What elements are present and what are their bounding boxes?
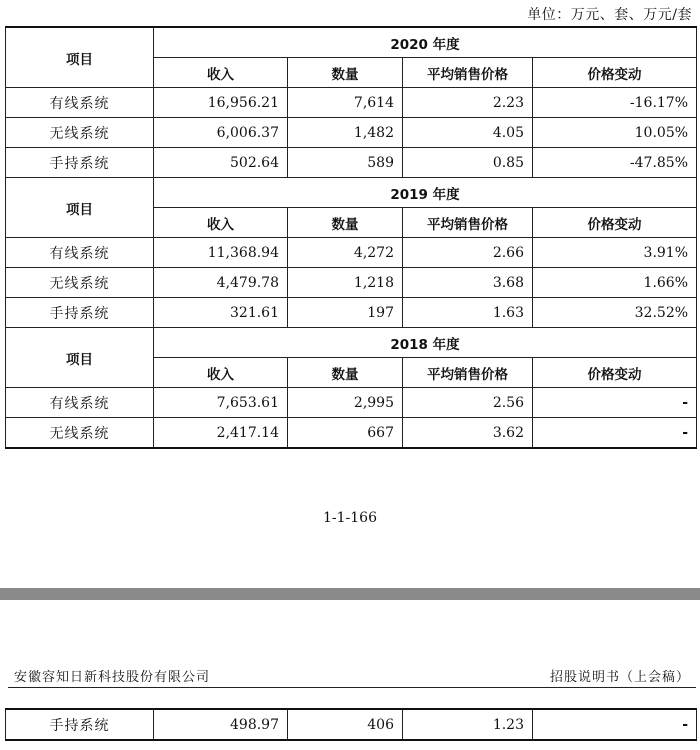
price-change-cell: 10.05% — [533, 118, 697, 148]
sales-price-table — [5, 26, 697, 449]
table-row — [6, 148, 697, 178]
item-cell: 无线系统 — [6, 268, 154, 298]
avg-price-cell: 0.85 — [403, 148, 533, 178]
unit-note: 单位：万元、套、万元/套 — [527, 7, 692, 23]
revenue-cell: 498.97 — [154, 709, 288, 740]
item-header: 项目 — [6, 178, 154, 238]
avg-price-header: 平均销售价格 — [403, 58, 533, 88]
item-cell: 有线系统 — [6, 238, 154, 268]
item-header: 项目 — [6, 328, 154, 388]
price-change-header: 价格变动 — [533, 58, 697, 88]
item-cell: 手持系统 — [6, 148, 154, 178]
revenue-cell: 7,653.61 — [154, 388, 288, 418]
avg-price-cell: 1.63 — [403, 298, 533, 328]
quantity-cell: 1,482 — [288, 118, 403, 148]
revenue-header: 收入 — [154, 208, 288, 238]
price-change-cell: 32.52% — [533, 298, 697, 328]
quantity-cell: 197 — [288, 298, 403, 328]
item-cell: 无线系统 — [6, 418, 154, 449]
avg-price-cell: 1.23 — [403, 709, 533, 740]
item-cell: 手持系统 — [6, 709, 154, 740]
quantity-header: 数量 — [288, 358, 403, 388]
quantity-cell: 7,614 — [288, 88, 403, 118]
year-header-2019: 2019 年度 — [154, 178, 697, 208]
avg-price-cell: 3.62 — [403, 418, 533, 449]
quantity-cell: 589 — [288, 148, 403, 178]
avg-price-cell: 2.56 — [403, 388, 533, 418]
revenue-cell: 11,368.94 — [154, 238, 288, 268]
revenue-cell: 4,479.78 — [154, 268, 288, 298]
year-header-2020: 2020 年度 — [154, 27, 697, 58]
table-row — [6, 88, 697, 118]
price-change-header: 价格变动 — [533, 358, 697, 388]
revenue-header: 收入 — [154, 358, 288, 388]
avg-price-cell: 2.23 — [403, 88, 533, 118]
revenue-cell: 502.64 — [154, 148, 288, 178]
table-row — [6, 268, 697, 298]
avg-price-header: 平均销售价格 — [403, 358, 533, 388]
revenue-cell: 6,006.37 — [154, 118, 288, 148]
table-row — [6, 118, 697, 148]
item-cell: 有线系统 — [6, 88, 154, 118]
price-change-header: 价格变动 — [533, 208, 697, 238]
table-row — [6, 418, 697, 449]
year-header-2018: 2018 年度 — [154, 328, 697, 358]
avg-price-cell: 2.66 — [403, 238, 533, 268]
table-row — [6, 238, 697, 268]
price-change-cell: 1.66% — [533, 268, 697, 298]
document-title: 招股说明书（上会稿） — [549, 670, 690, 685]
revenue-header: 收入 — [154, 58, 288, 88]
revenue-cell: 321.61 — [154, 298, 288, 328]
table-row — [6, 298, 697, 328]
quantity-cell: 667 — [288, 418, 403, 449]
section-2019-year-row — [6, 178, 697, 208]
price-change-cell: - — [533, 418, 697, 449]
page-break — [0, 588, 700, 600]
price-change-cell: - — [533, 388, 697, 418]
avg-price-cell: 4.05 — [403, 118, 533, 148]
quantity-cell: 2,995 — [288, 388, 403, 418]
table-row — [6, 388, 697, 418]
header-divider — [8, 687, 696, 688]
item-header: 项目 — [6, 27, 154, 88]
section-2020-year-row — [6, 27, 697, 58]
item-cell: 有线系统 — [6, 388, 154, 418]
section-2018-year-row — [6, 328, 697, 358]
quantity-cell: 406 — [288, 709, 403, 740]
revenue-cell: 2,417.14 — [154, 418, 288, 449]
revenue-cell: 16,956.21 — [154, 88, 288, 118]
quantity-header: 数量 — [288, 58, 403, 88]
continued-table — [5, 708, 697, 741]
quantity-cell: 4,272 — [288, 238, 403, 268]
company-name: 安徽容知日新科技股份有限公司 — [14, 670, 211, 685]
price-change-cell: - — [533, 709, 697, 740]
price-change-cell: -47.85% — [533, 148, 697, 178]
table-row — [6, 709, 697, 740]
price-change-cell: 3.91% — [533, 238, 697, 268]
quantity-cell: 1,218 — [288, 268, 403, 298]
avg-price-cell: 3.68 — [403, 268, 533, 298]
item-cell: 手持系统 — [6, 298, 154, 328]
quantity-header: 数量 — [288, 208, 403, 238]
page-number: 1-1-166 — [323, 510, 377, 526]
avg-price-header: 平均销售价格 — [403, 208, 533, 238]
item-cell: 无线系统 — [6, 118, 154, 148]
price-change-cell: -16.17% — [533, 88, 697, 118]
